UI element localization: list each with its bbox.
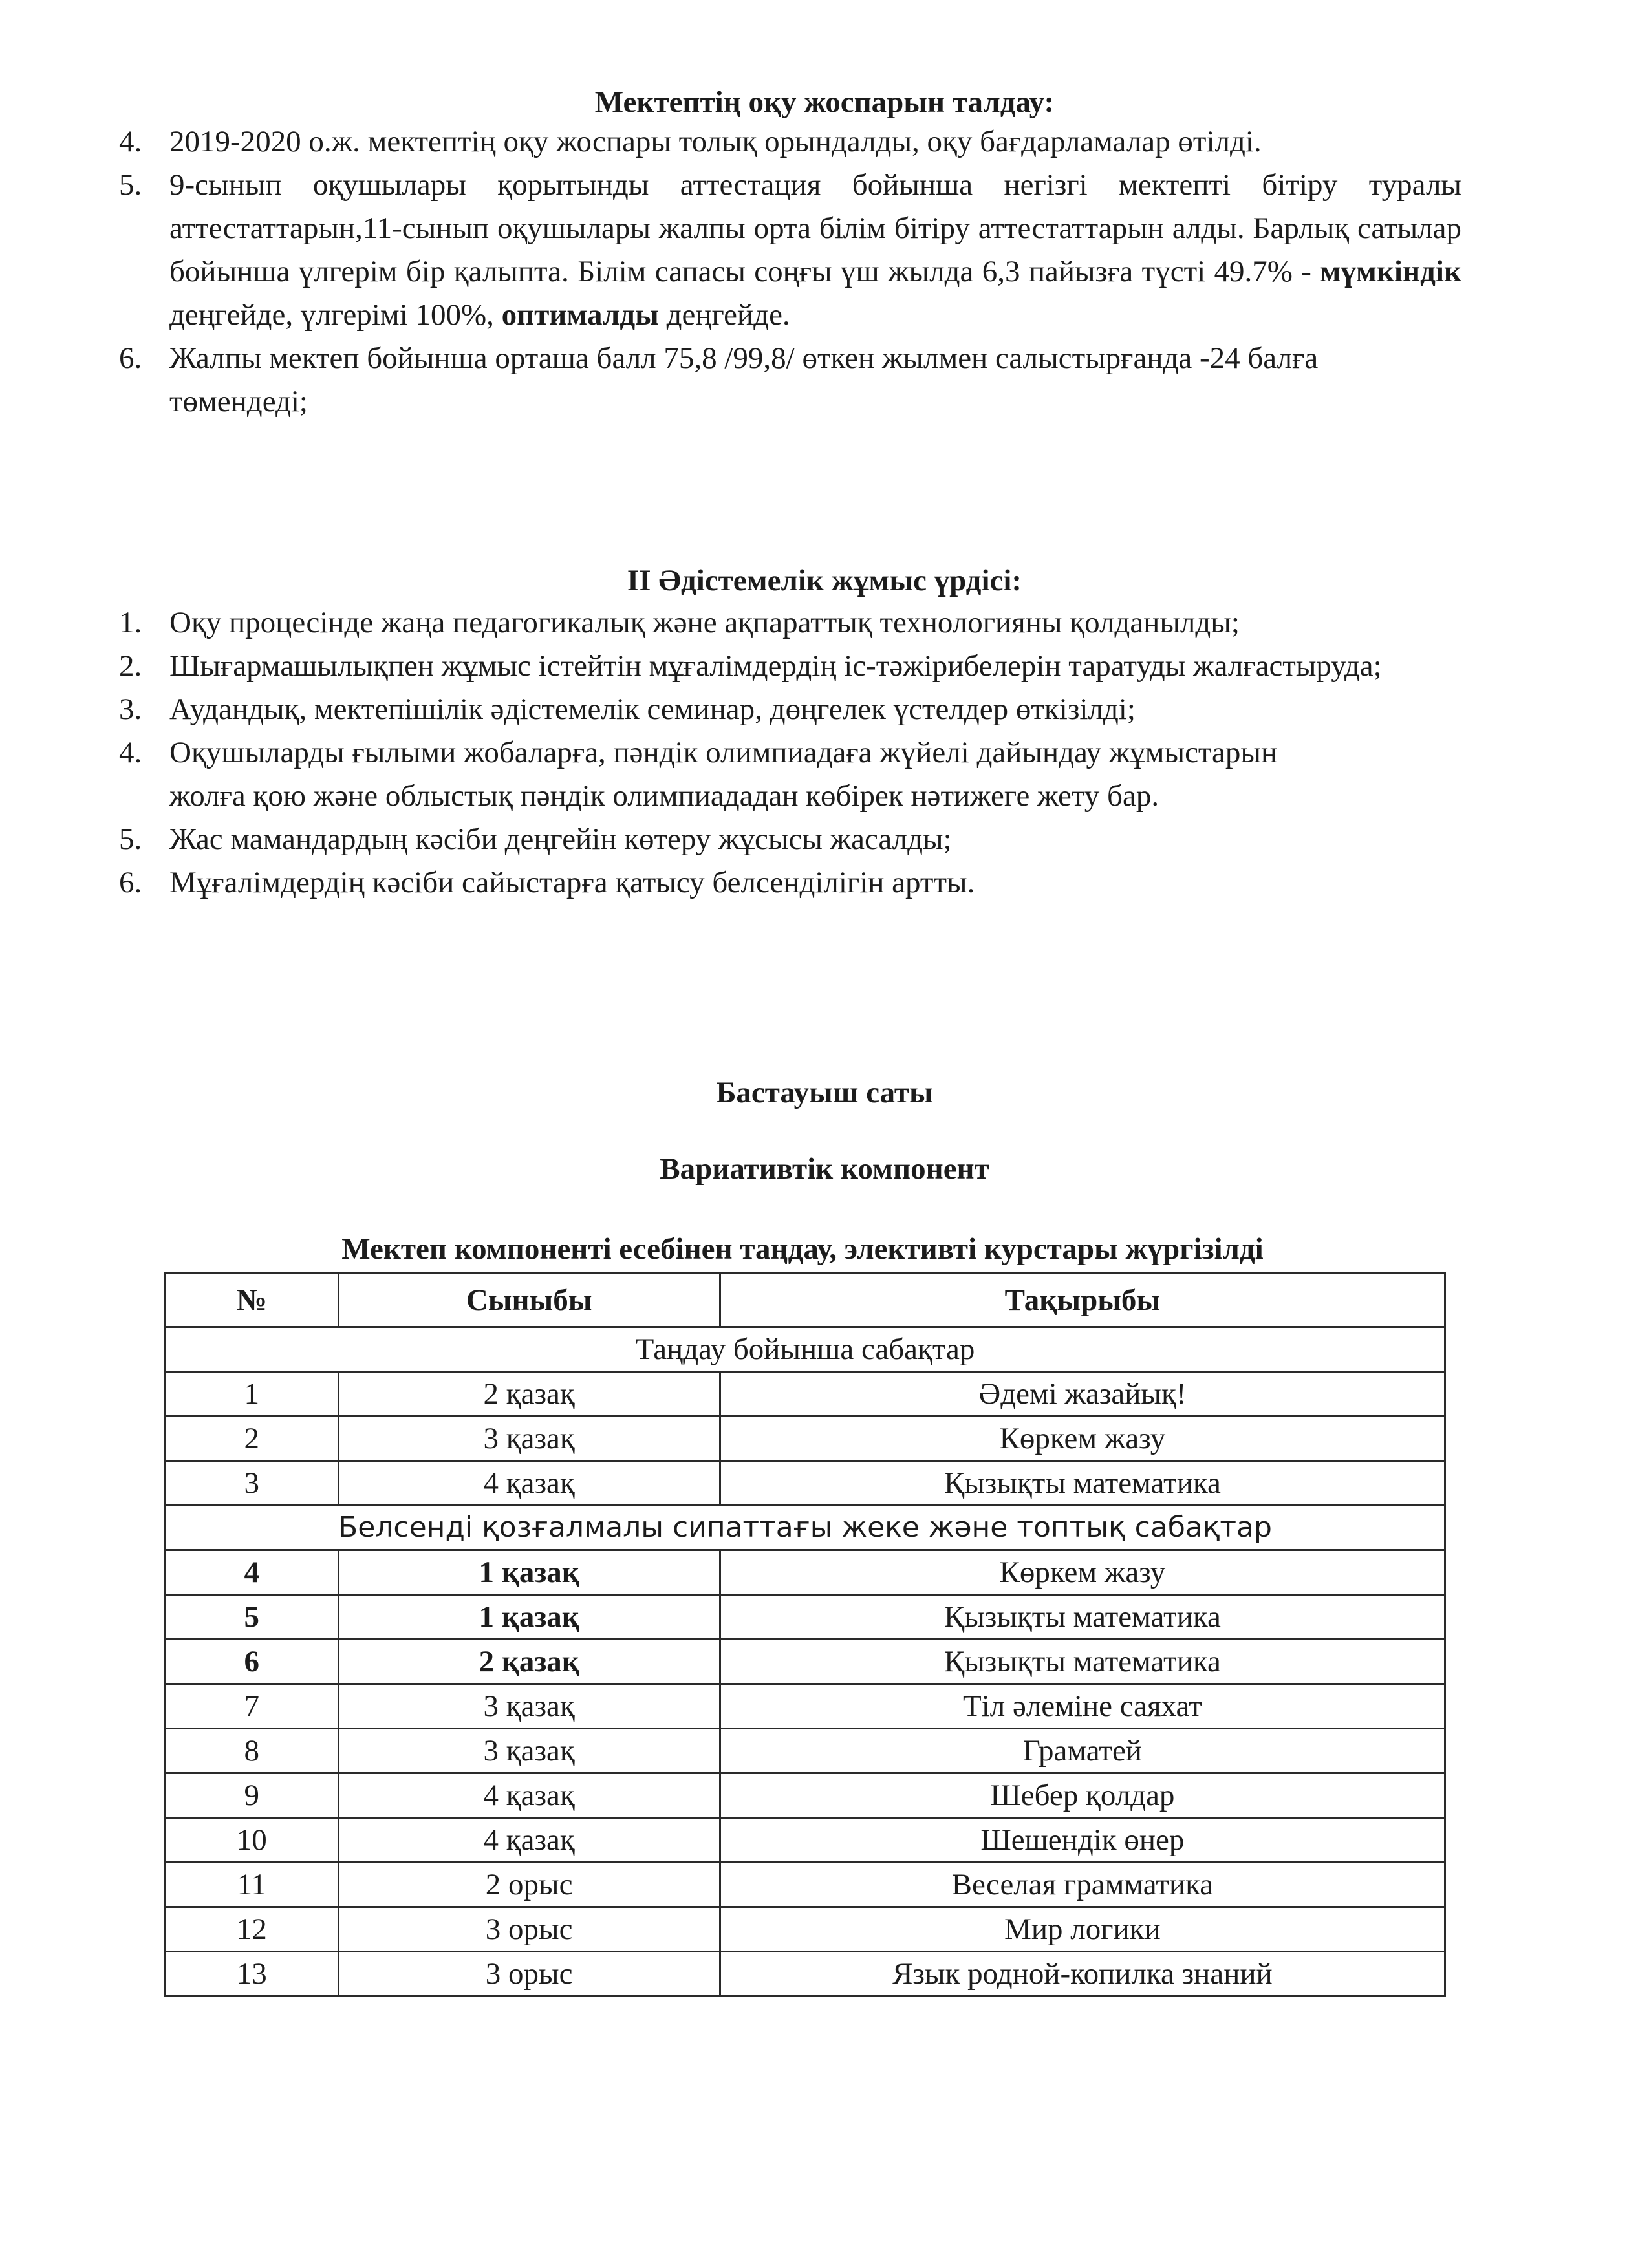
item-text: 9-сынып оқушылары қорытынды аттестация бойынша негізгі мектепті бітіру туралы аттестаттарын,11-сынып оқушылары жалпы орта білім бітіру аттестаттарын алды. Барлық сатылар бойынша үлгерім бір қалыпта. Білім сапасы соңғы үш жылда 6,3 пайызға түсті 49.7% - [169, 168, 1461, 288]
cell-class: 3 орыс [338, 1952, 720, 1996]
item-number: 2. [119, 649, 142, 683]
table-body [166, 1327, 1445, 1996]
item-text: Жас мамандардың кәсіби деңгейін көтеру жұсысы жасалды; [169, 822, 952, 856]
item-number: 6. [119, 341, 142, 375]
cell-topic: Көркем жазу [720, 1550, 1445, 1595]
item-text: Мұғалімдердің кәсіби сайыстарға қатысу белсенділігін артты. [169, 866, 975, 899]
cell-number: 1 [166, 1372, 339, 1417]
table-header-row [166, 1274, 1445, 1327]
courses-table [164, 1272, 1446, 1997]
section2-title: ІІ Әдістемелік жұмыс үрдісі: [627, 564, 1022, 597]
cell-class: 2 қазақ [338, 1640, 720, 1684]
table-row [166, 1863, 1445, 1907]
cell-class: 2 орыс [338, 1863, 720, 1907]
cell-number: 11 [166, 1863, 339, 1907]
cell-number: 9 [166, 1773, 339, 1818]
section1-title: Мектептің оқу жоспарын талдау: [594, 85, 1055, 119]
cell-class: 3 қазақ [338, 1684, 720, 1729]
list-item [119, 731, 1483, 818]
section1-list [119, 120, 1461, 423]
cell-number: 5 [166, 1595, 339, 1640]
cell-class: 3 қазақ [338, 1417, 720, 1461]
cell-number: 8 [166, 1729, 339, 1773]
item-text-bold: мүмкіндік [1320, 255, 1461, 288]
cell-topic: Қызықты математика [720, 1595, 1445, 1640]
item-text: Оқушыларды ғылыми жобаларға, пәндік олимпиадаға жүйелі дайындау жұмыстарын жолға қою және облыстық пәндік олимпиададан көбірек нәтижеге жету бар. [169, 736, 1278, 813]
group-title: Таңдау бойынша сабақтар [166, 1327, 1445, 1372]
item-text: Шығармашылықпен жұмыс істейтін мұғалімдердің іс-тәжірибелерін таратуды жалғастыруда; [169, 649, 1382, 683]
table-row [166, 1729, 1445, 1773]
list-item [119, 688, 1483, 731]
table-row [166, 1640, 1445, 1684]
cell-topic: Тіл әлеміне саяхат [720, 1684, 1445, 1729]
column-header-topic: Тақырыбы [720, 1274, 1445, 1327]
cell-class: 3 орыс [338, 1907, 720, 1952]
cell-number: 13 [166, 1952, 339, 1996]
item-text: Оқу процесінде жаңа педагогикалық және ақпараттық технологияны қолданылды; [169, 606, 1240, 639]
cell-class: 4 қазақ [338, 1773, 720, 1818]
table-caption: Мектеп компоненті есебінен таңдау, элективті курстары жүргізілді [341, 1232, 1264, 1266]
cell-topic: Шебер қолдар [720, 1773, 1445, 1818]
cell-number: 6 [166, 1640, 339, 1684]
list-item [119, 120, 1461, 164]
item-number: 4. [119, 125, 142, 158]
cell-class: 2 қазақ [338, 1372, 720, 1417]
item-number: 6. [119, 866, 142, 899]
list-item [119, 164, 1461, 337]
column-header-number: № [166, 1274, 339, 1327]
list-item [119, 337, 1461, 423]
cell-topic: Қызықты математика [720, 1640, 1445, 1684]
cell-number: 2 [166, 1417, 339, 1461]
cell-number: 7 [166, 1684, 339, 1729]
table-group-row [166, 1327, 1445, 1372]
cell-number: 10 [166, 1818, 339, 1863]
cell-topic: Шешендік өнер [720, 1818, 1445, 1863]
item-text-bold: оптималды [501, 298, 659, 332]
table-row [166, 1907, 1445, 1952]
cell-number: 12 [166, 1907, 339, 1952]
item-text: Жалпы мектеп бойынша орташа балл 75,8 /99,8/ өткен жылмен салыстырғанда -24 балға төмендеді; [169, 341, 1319, 418]
cell-topic: Веселая грамматика [720, 1863, 1445, 1907]
group-title: Белсенді қозғалмалы сипаттағы жеке және топтық сабақтар [166, 1506, 1445, 1550]
item-text: Аудандық, мектепішілік әдістемелік семинар, дөңгелек үстелдер өткізілді; [169, 692, 1136, 726]
item-text: деңгейде, үлгерімі 100%, [169, 298, 502, 332]
list-item [119, 818, 1483, 861]
table-row [166, 1952, 1445, 1996]
cell-topic: Мир логики [720, 1907, 1445, 1952]
item-number: 5. [119, 168, 142, 202]
table-row [166, 1818, 1445, 1863]
item-number: 4. [119, 736, 142, 769]
table-row [166, 1550, 1445, 1595]
table-row [166, 1372, 1445, 1417]
component-title: Вариативтік компонент [660, 1152, 989, 1186]
table-row [166, 1461, 1445, 1506]
item-number: 5. [119, 822, 142, 856]
item-number: 1. [119, 606, 142, 639]
item-text: 2019-2020 о.ж. мектептің оқу жоспары толық орындалды, оқу бағдарламалар өтілді. [169, 125, 1262, 158]
item-number: 3. [119, 692, 142, 726]
list-item [119, 645, 1483, 688]
cell-topic: Көркем жазу [720, 1417, 1445, 1461]
cell-topic: Қызықты математика [720, 1461, 1445, 1506]
cell-class: 1 қазақ [338, 1550, 720, 1595]
list-item [119, 861, 1483, 904]
cell-class: 1 қазақ [338, 1595, 720, 1640]
cell-topic: Әдемі жазайық! [720, 1372, 1445, 1417]
item-text: деңгейде. [658, 298, 790, 332]
cell-class: 3 қазақ [338, 1729, 720, 1773]
cell-topic: Граматей [720, 1729, 1445, 1773]
cell-topic: Язык родной-копилка знаний [720, 1952, 1445, 1996]
stage-title: Бастауыш саты [716, 1076, 933, 1109]
table-row [166, 1417, 1445, 1461]
cell-number: 3 [166, 1461, 339, 1506]
table-row [166, 1773, 1445, 1818]
cell-number: 4 [166, 1550, 339, 1595]
section2-list [119, 601, 1483, 904]
list-item [119, 601, 1483, 645]
column-header-class: Сыныбы [338, 1274, 720, 1327]
cell-class: 4 қазақ [338, 1818, 720, 1863]
table-row [166, 1684, 1445, 1729]
table-group-row [166, 1506, 1445, 1550]
cell-class: 4 қазақ [338, 1461, 720, 1506]
table-row [166, 1595, 1445, 1640]
